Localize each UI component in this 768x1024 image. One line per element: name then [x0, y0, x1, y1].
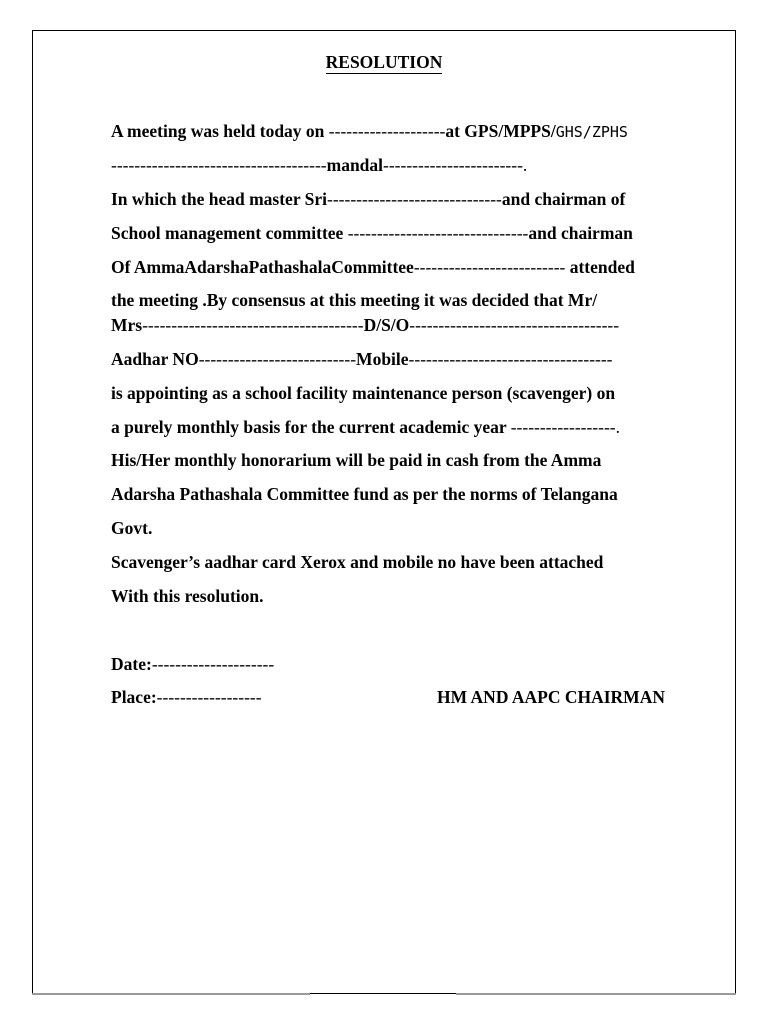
page-bottom-rule — [456, 993, 736, 995]
place-field: Place:------------------ — [111, 687, 262, 707]
resolution-line-5: Of AmmaAdarshaPathashalaCommittee-------------------------- attended — [111, 257, 635, 277]
resolution-line-4: School management committee -------------------------------and chairman — [111, 223, 633, 243]
resolution-line-11: His/Her monthly honorarium will be paid in cash from the Amma — [111, 450, 602, 470]
signatory-label: HM AND AAPC CHAIRMAN — [437, 687, 665, 707]
resolution-line-2: -------------------------------------mandal------------------------. — [111, 155, 528, 175]
resolution-line-6: the meeting .By consensus at this meeting it was decided that Mr/ — [111, 290, 598, 310]
document-title: RESOLUTION — [325, 52, 443, 72]
resolution-line-13: Govt. — [111, 518, 153, 538]
resolution-line-10: a purely monthly basis for the current academic year ------------------. — [111, 417, 620, 437]
resolution-line-1: A meeting was held today on --------------------at GPS/MPPS/GHS/ZPHS — [111, 121, 628, 141]
resolution-line-14: Scavenger’s aadhar card Xerox and mobile no have been attached — [111, 552, 604, 572]
resolution-line-12: Adarsha Pathashala Committee fund as per the norms of Telangana — [111, 484, 618, 504]
date-field: Date:--------------------- — [111, 654, 275, 674]
resolution-line-7: Mrs--------------------------------------D/S/O------------------------------------ — [111, 315, 620, 335]
resolution-line-8: Aadhar NO---------------------------Mobile----------------------------------- — [111, 349, 613, 369]
resolution-line-9: is appointing as a school facility maintenance person (scavenger) on — [111, 383, 616, 403]
resolution-line-3: In which the head master Sri------------------------------and chairman of — [111, 189, 626, 209]
resolution-line-15: With this resolution. — [111, 586, 264, 606]
page-bottom-rule — [32, 993, 310, 995]
